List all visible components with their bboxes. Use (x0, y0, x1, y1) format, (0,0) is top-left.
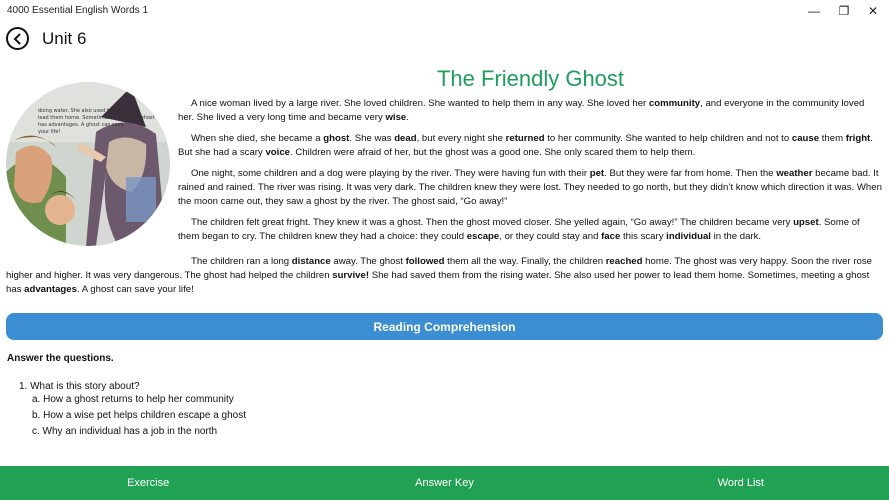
maximize-button[interactable]: ❐ (838, 4, 850, 18)
story-text-run: away. The ghost (330, 256, 406, 267)
vocab-word: reached (605, 256, 643, 267)
vocab-word: returned (505, 133, 545, 144)
image-caption-line: lead them home. Sometimes, meeting a ghost (38, 115, 155, 121)
vocab-word: weather (776, 168, 813, 179)
vocab-word: voice (265, 147, 291, 158)
story-illustration (6, 82, 170, 246)
question-text: 1. What is this story about? (19, 381, 140, 392)
image-caption-line: has advantages. A ghost can save (38, 122, 124, 128)
vocab-word: dead (394, 133, 417, 144)
page-header (0, 24, 889, 54)
vocab-word: followed (405, 256, 445, 267)
close-button[interactable]: ✕ (867, 4, 879, 18)
story-text-run: became bad. It rained and rained. The river was rising. It was very dark. The children knew they were lost. They needed to go north, but they didn’t know which direction it was. When the moon came out, they saw a ghost by the river. The ghost said, “Go away!” (178, 168, 882, 207)
story-text-run: them (819, 133, 846, 144)
chevron-left-icon (12, 33, 24, 45)
story-text-run: The children felt great fright. They knew it was a ghost. Then the ghost moved closer. She yelled again, “Go away!” The children became very (191, 217, 794, 228)
vocab-word: survive! (332, 270, 370, 281)
vocab-word: individual (666, 231, 711, 242)
ghost-illustration-icon (6, 82, 170, 246)
image-caption-line: your life! (38, 129, 61, 135)
vocab-word: cause (791, 133, 820, 144)
answer-option-a[interactable]: a. How a ghost returns to help her community (32, 394, 234, 405)
story-paragraph (6, 255, 883, 297)
story-text-run: When she died, she became a (191, 133, 324, 144)
story-paragraph (178, 132, 883, 160)
story-paragraph (178, 97, 883, 125)
story-text-run: A nice woman lived by a large river. She loved children. She wanted to help them in any way. She loved her (191, 98, 649, 109)
app-title: 4000 Essential English Words 1 (7, 5, 149, 16)
story-text-run: One night, some children and a dog were playing by the river. They were having fun with their (191, 168, 590, 179)
word-list-button[interactable]: Word List (717, 477, 764, 489)
story-text-run: , or they could stay and (499, 231, 602, 242)
image-caption-line: doing water. She also used her power to (38, 108, 139, 114)
vocab-word: escape (466, 231, 500, 242)
reading-comprehension-button[interactable]: Reading Comprehension (6, 313, 883, 340)
story-text-run: in the dark. (710, 231, 762, 242)
vocab-word: fright (845, 133, 871, 144)
story-text-run: . Some of them began to cry. The children knew they had a choice: they could (178, 217, 860, 242)
story-text-run: . (406, 112, 409, 123)
vocab-word: upset (793, 217, 819, 228)
story-text-run: . She was (349, 133, 395, 144)
back-button[interactable] (6, 27, 29, 50)
story-paragraph (178, 167, 883, 209)
story-text-run: . But they were far from home. Then the (604, 168, 777, 179)
vocab-word: face (601, 231, 621, 242)
story-text-run: . Children were afraid of her, but the ghost was a good one. She only scared them to help them. (290, 147, 696, 158)
answer-option-b[interactable]: b. How a wise pet helps children escape a ghost (32, 410, 247, 421)
story-text-run: home. The ghost was very happy. Soon the river rose higher and higher. It was very dangerous. The ghost had helped the children (6, 256, 872, 281)
story-text-run: , but every night she (416, 133, 506, 144)
story-text-run: The children ran a long (191, 256, 292, 267)
story-text-run: to her community. She wanted to help children and not to (544, 133, 792, 144)
answer-option-c[interactable]: c. Why an individual has a job in the north (32, 426, 218, 437)
exercise-button[interactable]: Exercise (127, 477, 170, 489)
story-text-run: . A ghost can save your life! (76, 284, 194, 295)
story-title: The Friendly Ghost (436, 66, 625, 91)
vocab-word: pet (589, 168, 605, 179)
page-title: Unit 6 (42, 29, 87, 48)
answer-heading: Answer the questions. (7, 353, 114, 364)
story-text-run: She had saved them from the rising water. She also used her power to lead them home. Sometimes, meeting a ghost has (6, 270, 870, 295)
bottom-nav (0, 466, 889, 500)
story-text-run: , and everyone in the community loved her. She lived a very long time and became very (178, 98, 865, 123)
vocab-word: ghost (323, 133, 350, 144)
story-paragraph (178, 216, 883, 244)
story-text-run: this scary (620, 231, 667, 242)
vocab-word: distance (291, 256, 331, 267)
answer-key-button[interactable]: Answer Key (415, 477, 474, 489)
story-text-run: . But she had a scary (178, 133, 873, 158)
title-bar (0, 0, 889, 22)
story-body (178, 97, 883, 251)
vocab-word: advantages (24, 284, 77, 295)
minimize-button[interactable]: — (808, 4, 820, 18)
vocab-word: wise (385, 112, 407, 123)
story-text-run: them all the way. Finally, the children (444, 256, 606, 267)
vocab-word: community (648, 98, 701, 109)
